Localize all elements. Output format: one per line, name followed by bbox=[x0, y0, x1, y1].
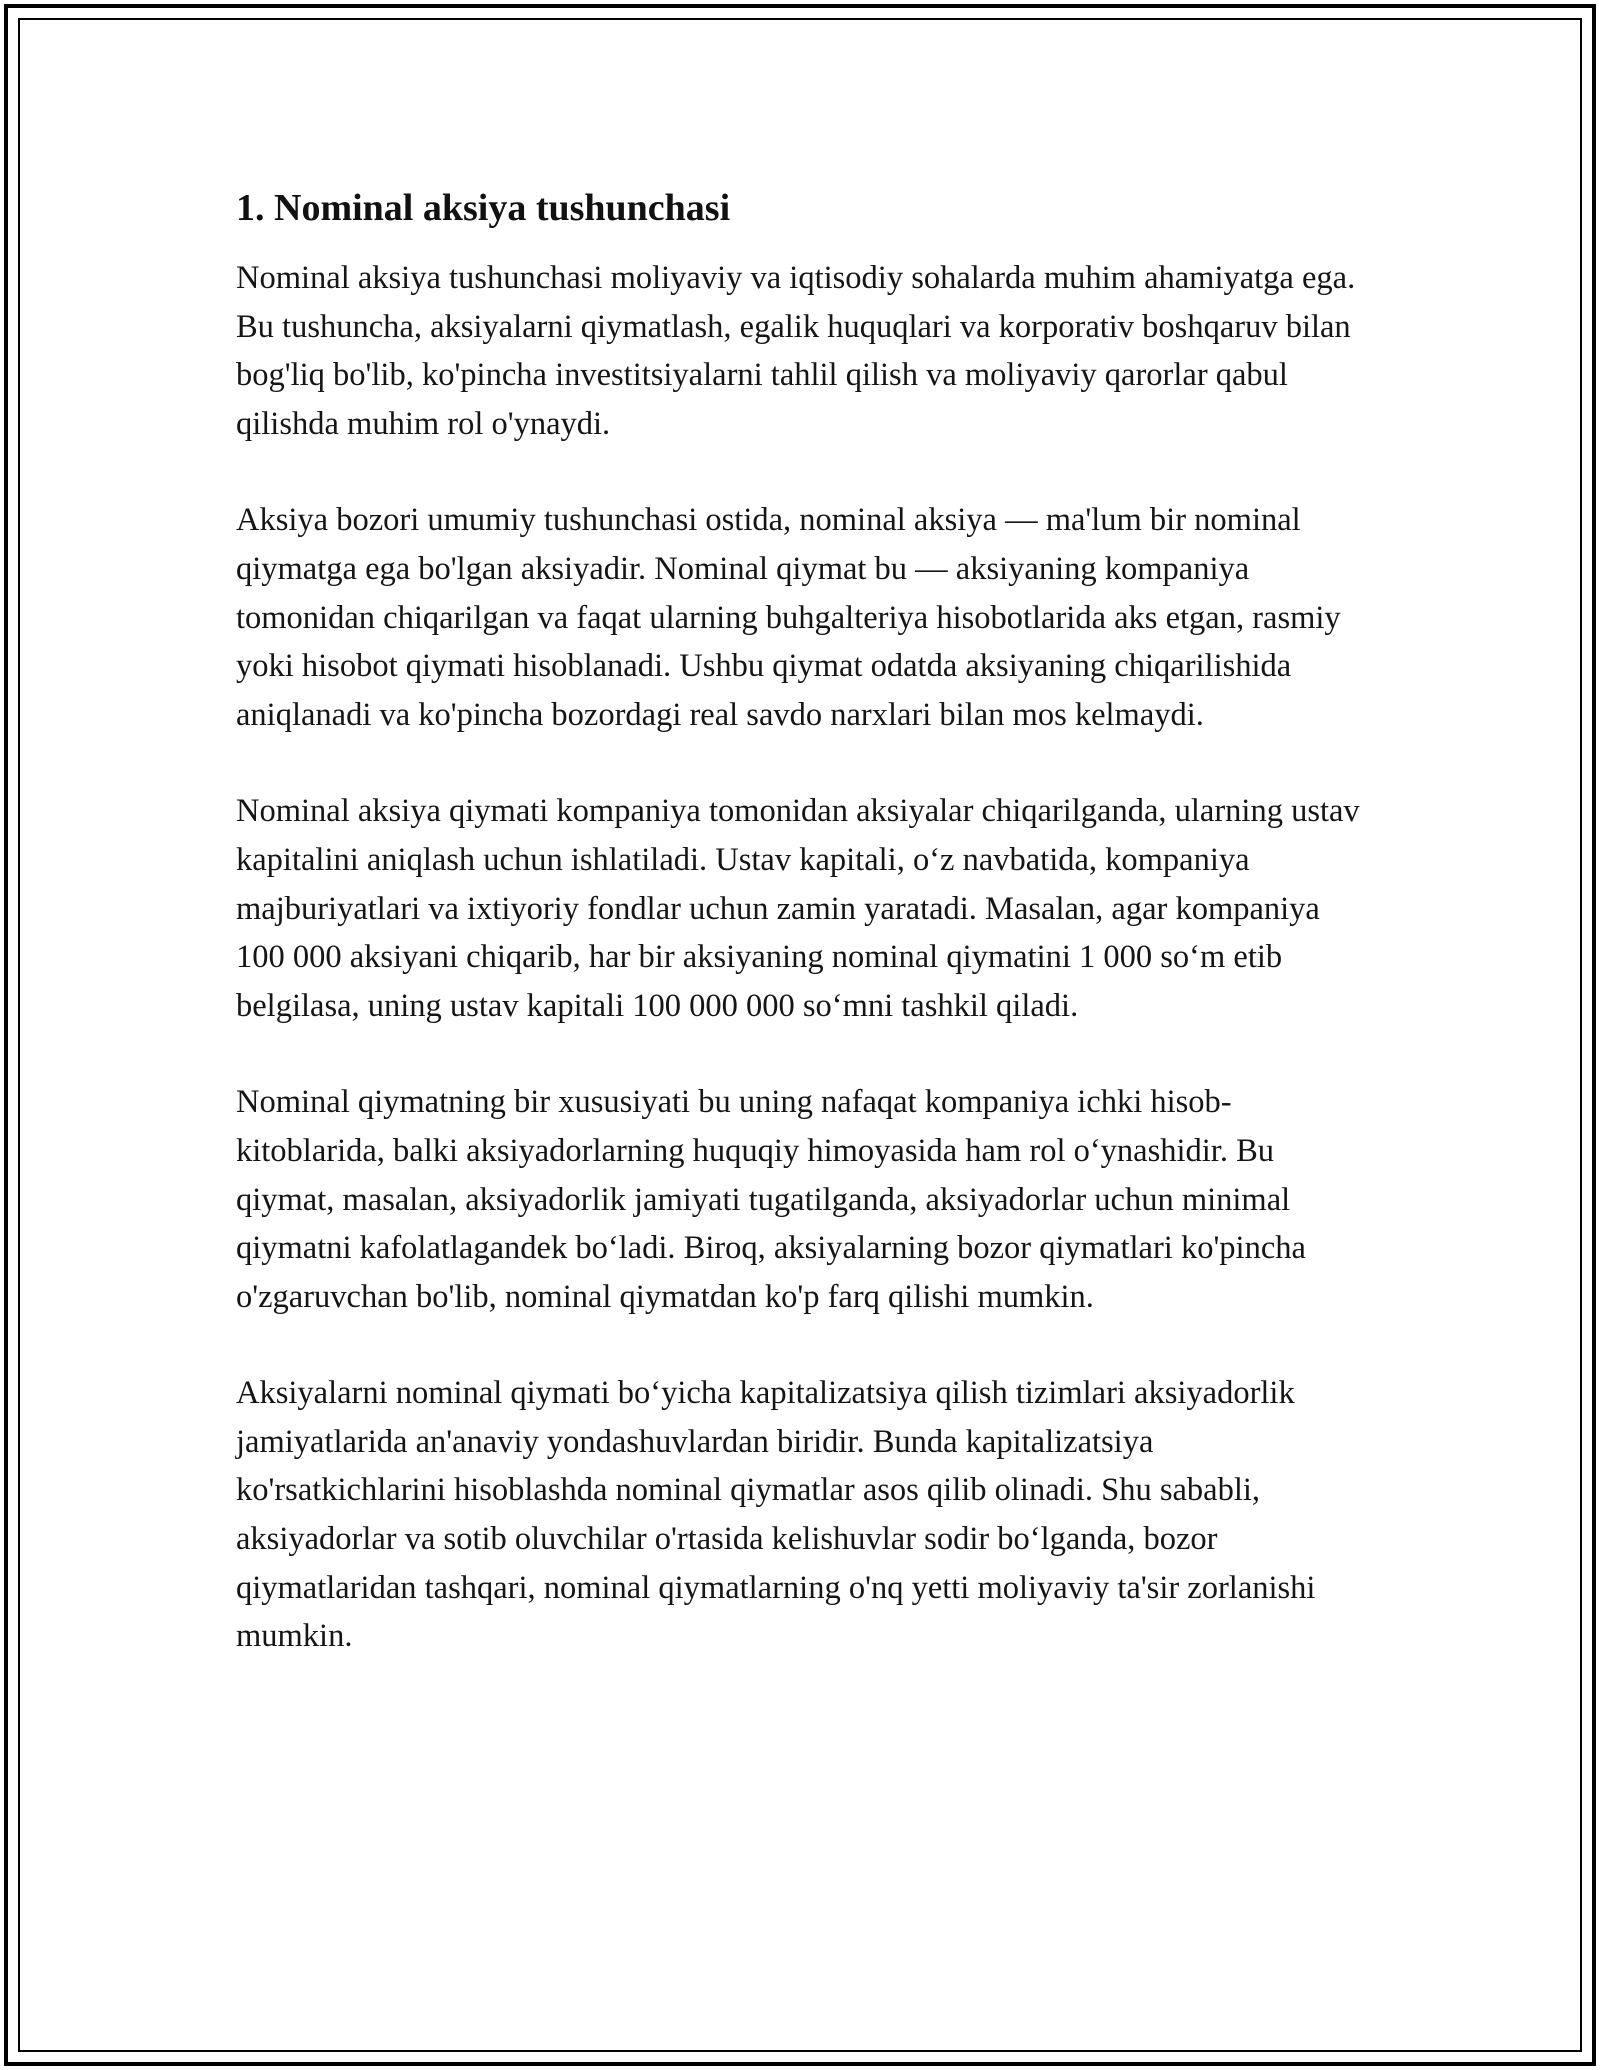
paragraph-3: Nominal aksiya qiymati kompaniya tomonidan aksiyalar chiqarilganda, ularning ustav kapitalini aniqlash uchun ishlatiladi. Ustav kapitali, o‘z navbatida, kompaniya majburiyatlari va ixtiyoriy fondlar uchun zamin yaratadi. Masalan, agar kompaniya 100 000 aksiyani chiqarib, har bir aksiyaning nominal qiymatini 1 000 so‘m etib belgilasa, uning ustav kapitali 100 000 000 so‘mni tashkil qiladi. bbox=[236, 793, 1360, 1024]
paragraph-2: Aksiya bozori umumiy tushunchasi ostida, nominal aksiya — ma'lum bir nominal qiymatga ega bo'lgan aksiyadir. Nominal qiymat bu — aksiyaning kompaniya tomonidan chiqarilgan va faqat ularning buhgalteriya hisobotlarida aks etgan, rasmiy yoki hisobot qiymati hisoblanadi. Ushbu qiymat odatda aksiyaning chiqarilishida aniqlanadi va ko'pincha bozordagi real savdo narxlari bilan mos kelmaydi. bbox=[236, 502, 1341, 733]
section-heading: 1. Nominal aksiya tushunchasi bbox=[236, 187, 731, 229]
paragraph-5: Aksiyalarni nominal qiymati bo‘yicha kapitalizatsiya qilish tizimlari aksiyadorlik jamiyatlarida an'anaviy yondashuvlardan biridir. Bunda kapitalizatsiya ko'rsatkichlarini hisoblashda nominal qiymatlar asos qilib olinadi. Shu sababli, aksiyadorlar va sotib oluvchilar o'rtasida kelishuvlar sodir bo‘lganda, bozor qiymatlaridan tashqari, nominal qiymatlarning o'nq yetti moliyaviy ta'sir zorlanishi mumkin. bbox=[236, 1375, 1316, 1655]
paragraph-1: Nominal aksiya tushunchasi moliyaviy va iqtisodiy sohalarda muhim ahamiyatga ega. Bu tushuncha, aksiyalarni qiymatlash, egalik huquqlari va korporativ boshqaruv bilan bog'liq bo'lib, ko'pincha investitsiyalarni tahlil qilish va moliyaviy qarorlar qabul qilishda muhim rol o'ynaydi. bbox=[236, 260, 1356, 442]
document-body bbox=[236, 184, 1366, 1709]
paragraph-4: Nominal qiymatning bir xususiyati bu uning nafaqat kompaniya ichki hisob-kitoblarida, balki aksiyadorlarning huquqiy himoyasida ham rol o‘ynashidir. Bu qiymat, masalan, aksiyadorlik jamiyati tugatilganda, aksiyadorlar uchun minimal qiymatni kafolatlagandek bo‘ladi. Biroq, aksiyalarning bozor qiymatlari ko'pincha o'zgaruvchan bo'lib, nominal qiymatdan ko'p farq qilishi mumkin. bbox=[236, 1084, 1306, 1315]
